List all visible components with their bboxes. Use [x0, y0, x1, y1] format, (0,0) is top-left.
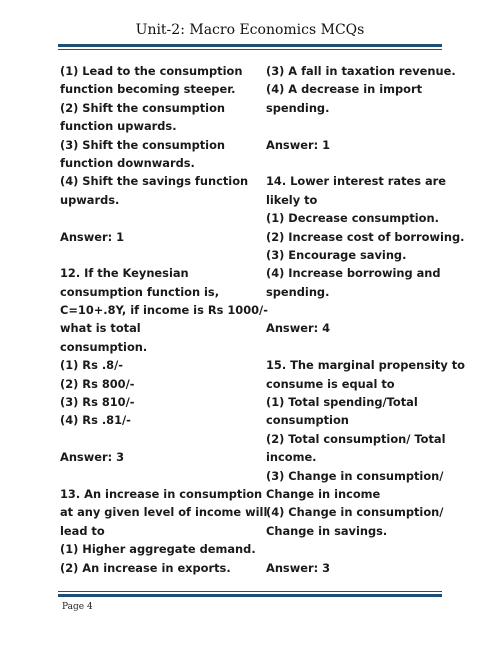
- text-line: (1) Higher aggregate demand.: [60, 542, 256, 557]
- header-rule-thick: [58, 44, 442, 47]
- text-line: lead to: [60, 523, 105, 538]
- text-line: consumption: [266, 413, 349, 428]
- blank-line: [60, 246, 250, 264]
- blank-line: [266, 154, 446, 172]
- text-line: consumption function is,: [60, 284, 220, 299]
- text-line: (4) Shift the savings function: [60, 174, 249, 189]
- text-line: (3) A fall in taxation revenue.: [266, 64, 456, 78]
- text-line: income.: [266, 450, 317, 465]
- right-text-column: [266, 62, 465, 577]
- text-line: (2) Shift the consumption: [60, 100, 226, 115]
- text-line: Answer: 1: [266, 137, 331, 152]
- blank-line: [266, 338, 446, 356]
- text-line: (4) Rs .81/-: [60, 413, 131, 428]
- text-line: consumption.: [60, 339, 148, 354]
- page-number: Page 4: [62, 602, 93, 612]
- text-line: (3) Shift the consumption: [60, 137, 226, 152]
- text-line: (3) Encourage saving.: [266, 247, 407, 262]
- footer-rule-thick: [58, 594, 442, 597]
- text-line: 15. The marginal propensity to: [266, 358, 465, 373]
- blank-line: [60, 430, 250, 448]
- text-line: Answer: 3: [266, 560, 331, 575]
- left-text-column: [60, 62, 268, 577]
- text-line: function upwards.: [60, 119, 177, 134]
- text-line: (3) Change in consumption/: [266, 468, 444, 483]
- text-line: function becoming steeper.: [60, 82, 236, 97]
- text-line: Answer: 4: [266, 321, 331, 336]
- text-line: spending.: [266, 100, 330, 115]
- text-line: Change in income: [266, 486, 381, 501]
- text-line: (2) Total consumption/ Total: [266, 431, 446, 446]
- text-line: 12. If the Keynesian: [60, 266, 189, 281]
- text-line: (2) Increase cost of borrowing.: [266, 229, 465, 244]
- blank-line: [266, 117, 446, 135]
- text-line: (3) Rs 810/-: [60, 395, 135, 410]
- blank-line: [60, 209, 250, 227]
- text-line: 13. An increase in consumption: [60, 486, 263, 501]
- text-line: consume is equal to: [266, 376, 395, 391]
- text-line: (1) Rs .8/-: [60, 358, 123, 373]
- text-line: at any given level of income will: [60, 505, 268, 520]
- text-line: likely to: [266, 192, 318, 207]
- blank-line: [60, 467, 250, 485]
- text-line: (4) Increase borrowing and: [266, 266, 441, 281]
- footer-rule-thin: [58, 591, 442, 592]
- text-line: C=10+.8Y, if income is Rs 1000/-: [60, 303, 268, 318]
- text-line: (1) Decrease consumption.: [266, 211, 439, 226]
- page-header-title: Unit-2: Macro Economics MCQs: [135, 22, 365, 38]
- header-rule-thin: [58, 49, 442, 50]
- blank-line: [266, 301, 446, 319]
- text-line: what is total: [60, 321, 141, 336]
- text-line: (2) Rs 800/-: [60, 376, 135, 391]
- text-line: Answer: 1: [60, 229, 125, 244]
- text-line: 14. Lower interest rates are: [266, 174, 447, 189]
- text-line: Change in savings.: [266, 523, 388, 538]
- text-line: (4) A decrease in import: [266, 82, 423, 97]
- text-line: Answer: 3: [60, 450, 125, 465]
- text-line: upwards.: [60, 192, 120, 207]
- text-line: spending.: [266, 284, 330, 299]
- text-line: (4) Change in consumption/: [266, 505, 444, 520]
- text-line: (1) Total spending/Total: [266, 395, 418, 410]
- text-line: (2) An increase in exports.: [60, 560, 231, 575]
- text-line: (1) Lead to the consumption: [60, 64, 243, 78]
- text-line: function downwards.: [60, 155, 195, 170]
- blank-line: [266, 540, 446, 558]
